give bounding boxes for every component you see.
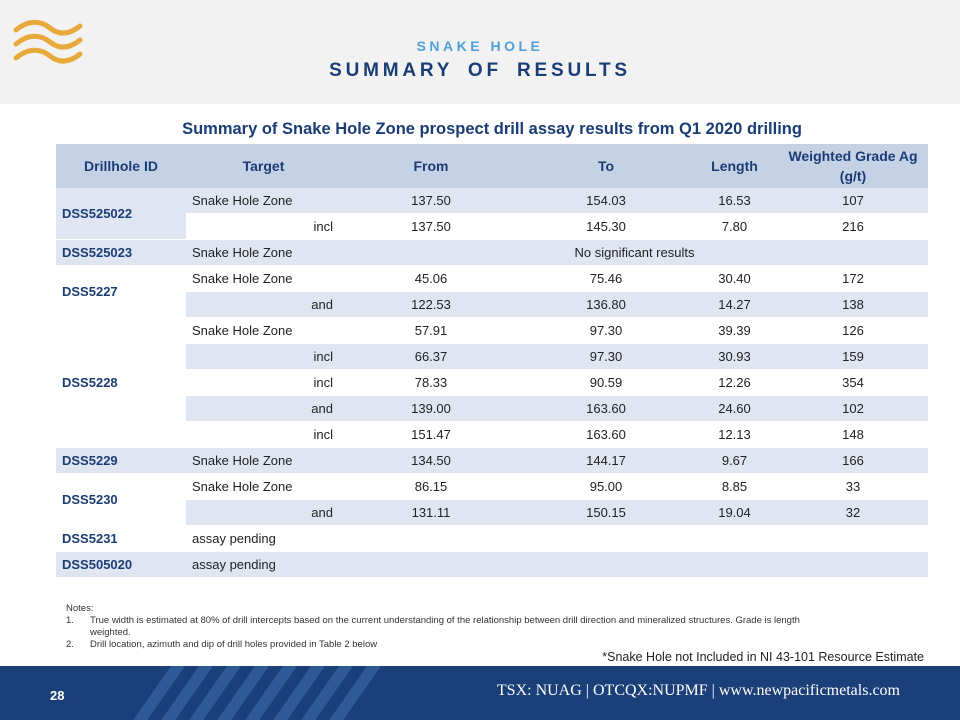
length-cell: 9.67 [691,448,778,474]
to-cell: 150.15 [521,500,691,526]
grade-cell: 216 [778,214,928,240]
page-number: 28 [50,688,65,703]
table-row [56,448,928,474]
table-row [56,214,928,240]
table-row [56,370,928,396]
to-cell [521,526,691,552]
results-table [56,144,928,578]
note-text: Drill location, azimuth and dip of drill holes provided in Table 2 below [90,639,378,650]
to-cell: 163.60 [521,396,691,422]
notes [66,603,826,651]
length-cell: 14.27 [691,292,778,318]
drillhole-id: DSS5230 [56,474,186,526]
target-cell: and [186,500,341,526]
column-header: Target [186,144,341,188]
slide-subtitle: SNAKE HOLE [416,38,544,54]
table-row [56,526,928,552]
length-cell [691,526,778,552]
length-cell: 19.04 [691,500,778,526]
from-cell: 137.50 [341,214,521,240]
to-cell [521,552,691,578]
table-row [56,422,928,448]
length-cell [691,552,778,578]
column-header: To [521,144,691,188]
length-cell: 12.26 [691,370,778,396]
note-number: 1. [66,615,74,626]
target-cell: assay pending [186,552,341,578]
grade-cell: 166 [778,448,928,474]
target-cell: Snake Hole Zone [186,266,341,292]
grade-cell [778,552,928,578]
to-cell: 97.30 [521,344,691,370]
to-cell: 75.46 [521,266,691,292]
target-cell: incl [186,214,341,240]
note-text: True width is estimated at 80% of drill intercepts based on the current understanding of the relationship between drill direction and mineralized structures. Grade is length weighted. [90,615,800,638]
grade-cell: 354 [778,370,928,396]
grade-cell: 102 [778,396,928,422]
length-cell: 12.13 [691,422,778,448]
grade-cell: 148 [778,422,928,448]
to-cell: 95.00 [521,474,691,500]
to-cell: 136.80 [521,292,691,318]
grade-cell: 33 [778,474,928,500]
note-number: 2. [66,639,74,650]
table-row [56,474,928,500]
drillhole-id: DSS5228 [56,318,186,448]
to-cell: 154.03 [521,188,691,214]
target-cell: Snake Hole Zone [186,188,341,214]
from-cell [341,552,521,578]
target-cell: incl [186,422,341,448]
table-row [56,396,928,422]
to-cell: 163.60 [521,422,691,448]
column-header: Drillhole ID [56,144,186,188]
drillhole-id: DSS505020 [56,552,186,578]
from-cell: 45.06 [341,266,521,292]
length-cell: 16.53 [691,188,778,214]
target-cell: assay pending [186,526,341,552]
length-cell: 30.93 [691,344,778,370]
table-body [56,188,928,578]
to-cell: 145.30 [521,214,691,240]
resource-disclaimer: *Snake Hole not Included in NI 43-101 Resource Estimate [602,650,924,664]
from-cell [341,526,521,552]
length-cell: 7.80 [691,214,778,240]
from-cell: 66.37 [341,344,521,370]
drillhole-id: DSS525023 [56,240,186,266]
table-row [56,318,928,344]
grade-cell: 107 [778,188,928,214]
table-row [56,552,928,578]
from-cell: 134.50 [341,448,521,474]
drillhole-id: DSS525022 [56,188,186,240]
slide-footer [0,666,960,720]
from-cell: 78.33 [341,370,521,396]
drillhole-id: DSS5229 [56,448,186,474]
target-cell: Snake Hole Zone [186,318,341,344]
table-row [56,266,928,292]
target-cell: and [186,396,341,422]
table-header-row [56,144,928,188]
ticker-line: TSX: NUAG | OTCQX:NUPMF | www.newpacificmetals.com [496,682,900,699]
target-cell: Snake Hole Zone [186,448,341,474]
target-cell: Snake Hole Zone [186,240,341,266]
slide-header [0,0,960,104]
drillhole-id: DSS5231 [56,526,186,552]
to-cell: 90.59 [521,370,691,396]
to-cell: 144.17 [521,448,691,474]
column-header: Weighted Grade Ag (g/t) [778,144,928,188]
length-cell: 8.85 [691,474,778,500]
grade-cell [778,526,928,552]
from-cell: 139.00 [341,396,521,422]
table-title: Summary of Snake Hole Zone prospect drill assay results from Q1 2020 drilling [182,120,802,138]
length-cell: 30.40 [691,266,778,292]
from-cell: 137.50 [341,188,521,214]
length-cell: 24.60 [691,396,778,422]
slide-title: SUMMARY OF RESULTS [329,60,631,81]
from-cell: 151.47 [341,422,521,448]
grade-cell: 126 [778,318,928,344]
grade-cell: 172 [778,266,928,292]
column-header: From [341,144,521,188]
from-cell: 57.91 [341,318,521,344]
target-cell: Snake Hole Zone [186,474,341,500]
target-cell: and [186,292,341,318]
table-row [56,500,928,526]
grade-cell: 159 [778,344,928,370]
target-cell: incl [186,370,341,396]
from-cell: 122.53 [341,292,521,318]
length-cell: 39.39 [691,318,778,344]
table-row [56,240,928,266]
table-row [56,292,928,318]
from-cell: 86.15 [341,474,521,500]
notes-label: Notes: [66,603,94,614]
note-item [66,615,826,639]
grade-cell: 32 [778,500,928,526]
target-cell: incl [186,344,341,370]
table-row [56,188,928,214]
grade-cell: 138 [778,292,928,318]
table-row [56,344,928,370]
to-cell: 97.30 [521,318,691,344]
drillhole-id: DSS5227 [56,266,186,318]
column-header: Length [691,144,778,188]
result-note: No significant results [341,240,928,266]
from-cell: 131.11 [341,500,521,526]
